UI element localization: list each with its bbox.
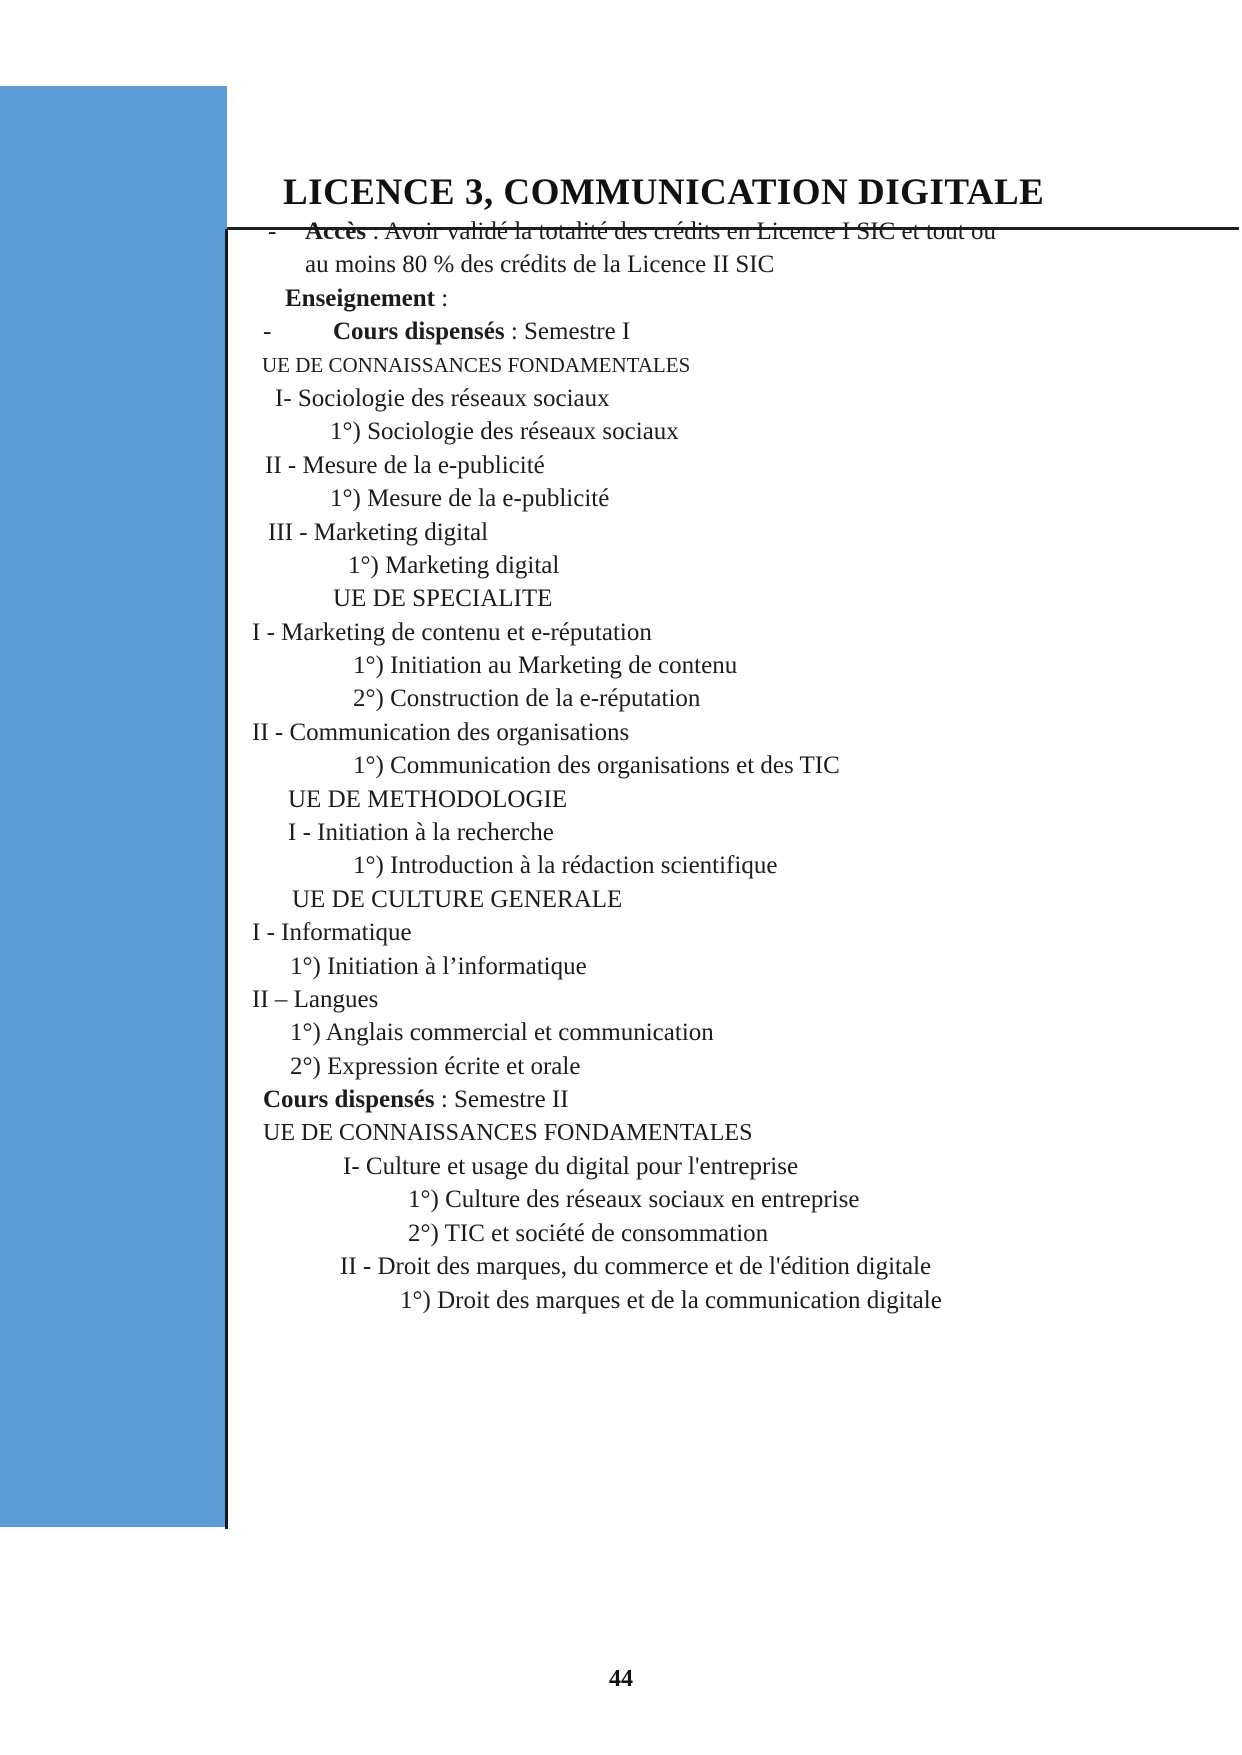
course-item: I - Initiation à la recherche [288,819,554,847]
ue-heading: UE DE CONNAISSANCES FONDAMENTALES [262,352,691,377]
access-text-2: au moins 80 % des crédits de la Licence II SIC [305,251,775,279]
sub-course-item: 1°) Introduction à la rédaction scientifique [353,852,778,880]
sub-course-item: 1°) Marketing digital [348,551,560,579]
ue-heading: UE DE CONNAISSANCES FONDAMENTALES [263,1119,753,1146]
course-item: II - Droit des marques, du commerce et de l'édition digitale [340,1253,932,1281]
ue-heading: UE DE SPECIALITE [333,585,553,613]
sub-course-item: 2°) Construction de la e-réputation [353,685,701,713]
enseignement-line [0,282,1242,315]
cours-semestre1-line [0,315,1242,348]
sub-course-item: 1°) Culture des réseaux sociaux en entreprise [408,1186,860,1214]
course-item: I- Culture et usage du digital pour l'entreprise [343,1152,799,1180]
course-item: I - Marketing de contenu et e-réputation [252,618,652,646]
ue-heading: UE DE METHODOLOGIE [288,785,568,813]
access-text: : Avoir validé la totalité des crédits en Licence I SIC et tout ou [366,218,996,245]
sub-course-item: 1°) Sociologie des réseaux sociaux [330,418,679,446]
access-line-2 [0,248,1242,281]
course-listing [0,215,1242,1317]
sub-course-item: 2°) TIC et société de consommation [408,1219,769,1247]
cours-semestre1-suffix: : Semestre I [504,318,631,346]
access-label: Accès [305,218,367,245]
sub-course-item: 1°) Communication des organisations et des TIC [353,752,840,780]
sub-course-item: 1°) Anglais commercial et communication [290,1019,714,1047]
cours-semestre2-label: Cours dispensés [263,1086,435,1114]
cours-semestre2-suffix: : Semestre II [434,1086,569,1114]
ue-heading: UE DE CULTURE GENERALE [292,885,623,913]
course-item: III - Marketing digital [268,518,489,546]
course-item: II - Communication des organisations [252,718,630,746]
page-title: LICENCE 3, COMMUNICATION DIGITALE [283,171,1045,213]
cours-semestre1-label: Cours dispensés [333,318,505,346]
cours-semestre2-line [0,1083,1242,1116]
dash-marker: - [268,218,277,245]
sub-course-item: 1°) Initiation au Marketing de contenu [353,652,738,680]
sub-course-item: 1°) Initiation à l’informatique [290,952,587,980]
dash-marker: - [263,318,272,346]
page-number: 44 [609,1666,633,1692]
sub-course-item: 1°) Droit des marques et de la communication digitale [400,1286,942,1314]
sub-course-item: 2°) Expression écrite et orale [290,1052,581,1080]
course-item: I- Sociologie des réseaux sociaux [275,384,610,412]
access-line [0,215,1242,248]
course-item: II – Langues [252,985,379,1013]
sub-course-item: 1°) Mesure de la e-publicité [330,485,610,513]
course-item: I - Informatique [252,919,412,947]
enseignement-suffix: : [435,284,449,312]
enseignement-label: Enseignement [285,284,435,312]
course-item: II - Mesure de la e-publicité [265,451,545,479]
